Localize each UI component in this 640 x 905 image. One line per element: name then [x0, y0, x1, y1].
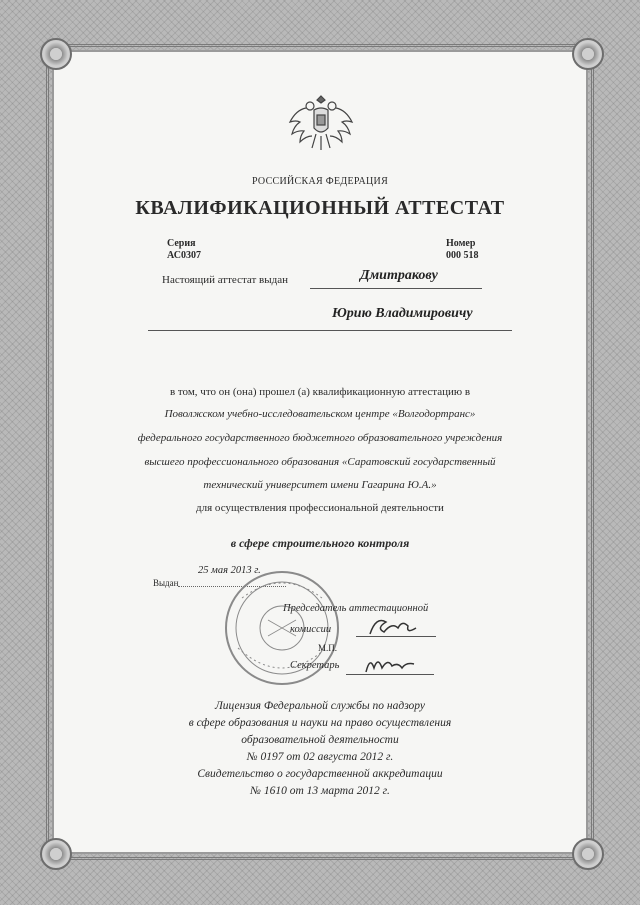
- body-line: в том, что он (она) прошел (а) квалификационную аттестацию в: [169, 386, 471, 398]
- secretary-label: Секретарь: [290, 660, 340, 671]
- body-line: технический университет имени Гагарина Ю.А.»: [203, 479, 437, 491]
- body-line: федерального государственного бюджетного образовательного учреждения: [137, 432, 503, 444]
- chair-label: Председатель аттестационной: [283, 603, 429, 614]
- recipient-surname: Дмитракову: [360, 268, 438, 283]
- corner-ornament: [572, 38, 604, 70]
- activity-sphere: в сфере строительного контроля: [230, 536, 410, 550]
- corner-ornament: [40, 38, 72, 70]
- surname-underline: [310, 288, 482, 289]
- certificate-paper: [54, 52, 586, 852]
- corner-ornament: [572, 838, 604, 870]
- stamp-place-label: М.П.: [318, 643, 338, 653]
- chair-label-2: комиссии: [290, 624, 332, 635]
- issued-to-label: Настоящий аттестат выдан: [162, 274, 289, 286]
- number-label: Номер: [446, 238, 476, 249]
- recipient-name: Юрию Владимировичу: [332, 306, 473, 321]
- body-line: высшего профессионального образования «Саратовский государственный: [144, 456, 496, 468]
- license-line: Лицензия Федеральной службы по надзору: [214, 700, 425, 712]
- body-line: для осуществления профессиональной деятельности: [196, 502, 444, 514]
- license-line: в сфере образования и науки на право осуществления: [188, 717, 452, 729]
- issue-date: 25 мая 2013 г.: [198, 565, 261, 576]
- series-label: Серия: [167, 238, 196, 249]
- page-title: КВАЛИФИКАЦИОННЫЙ АТТЕСТАТ: [135, 197, 505, 219]
- body-line: Поволжском учебно-исследовательском центре «Волгодортранс»: [164, 408, 476, 420]
- coat-of-arms-icon: [286, 90, 356, 156]
- license-line: образовательной деятельности: [241, 734, 399, 746]
- license-line: Свидетельство о государственной аккредитации: [197, 768, 443, 780]
- corner-ornament: [40, 838, 72, 870]
- name-underline: [148, 330, 512, 331]
- country-name: РОССИЙСКАЯ ФЕДЕРАЦИЯ: [251, 176, 389, 187]
- license-line: № 1610 от 13 марта 2012 г.: [250, 785, 390, 797]
- chair-signature-line: [356, 636, 436, 637]
- issued-label: Выдан: [153, 578, 179, 588]
- series-value: АС0307: [167, 250, 201, 261]
- license-line: № 0197 от 02 августа 2012 г.: [246, 751, 394, 763]
- number-value: 000 518: [446, 250, 479, 261]
- secretary-signature-line: [346, 674, 434, 675]
